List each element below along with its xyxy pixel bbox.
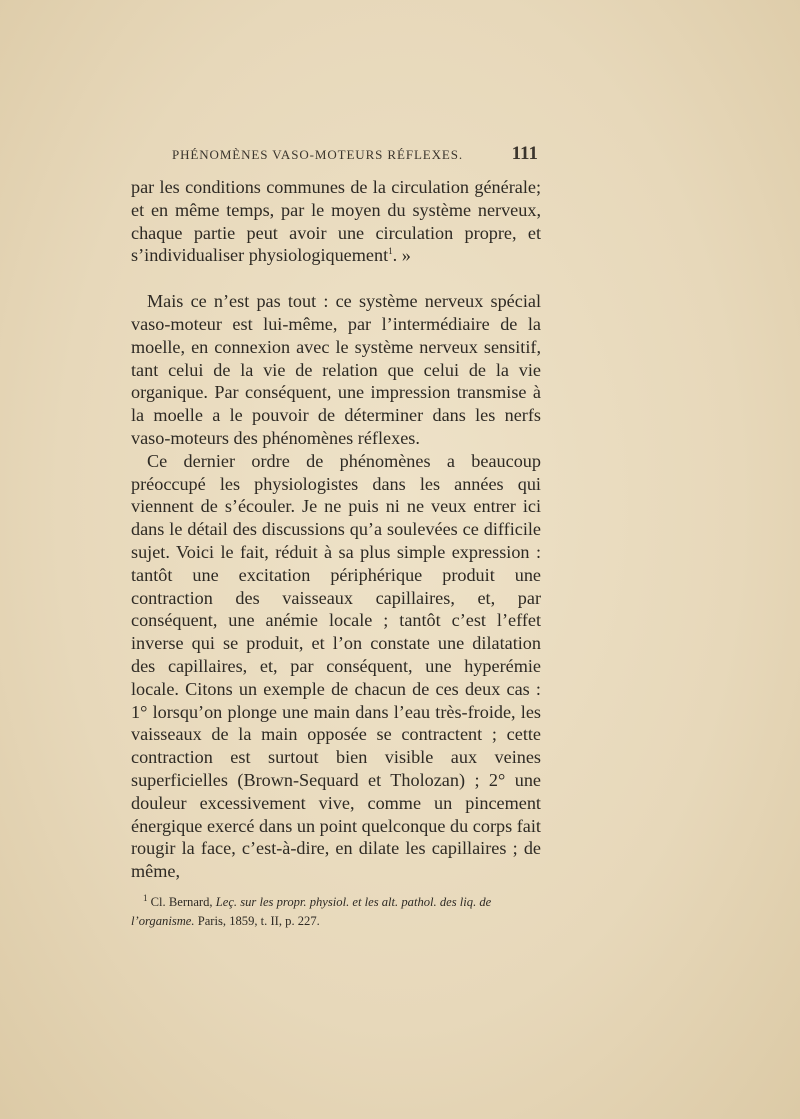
footnote-text [131, 893, 541, 931]
footnote-title: Leç. sur les propr. physiol. et les alt. pathol. des liq. de l’organisme. [131, 895, 492, 928]
page-header [172, 143, 538, 165]
running-title: PHÉNOMÈNES VASO-MOTEURS RÉFLEXES. [172, 147, 464, 162]
body-text [131, 176, 541, 883]
footnote-reference[interactable]: 1 [388, 246, 393, 257]
paragraph: Ce dernier ordre de phénomènes a beaucoup préoccupé les physiologistes dans les années qui viennent de s’écouler. Je ne puis ni ne veux entrer ici dans le détail des discussions qu’a soulevées ce difficile sujet. Voici le fait, réduit à sa plus simple expression : tantôt une excitation périphérique produit une contraction des vaisseaux capillaires, et, par conséquent, une anémie locale ; tantôt c’est l’effet inverse qui se produit, et l’on constate une dilatation des capillaires, et, par conséquent, une hyperémie locale. Citons un exemple de chacun de ces deux cas : 1° lorsqu’on plonge une main dans l’eau très-froide, les vaisseaux de la main opposée se contractent ; cette contraction est surtout bien visible aux veines superficielles (Brown-Sequard et Tholozan) ; 2° une douleur excessivement vive, comme un pincement énergique exercé dans un point quelconque du corps fait rougir la face, c’est-à-dire, en dilate les capillaires ; de même, [131, 450, 541, 882]
quote-close: . » [392, 245, 411, 266]
footnote-details: Paris, 1859, t. II, p. 227. [197, 914, 320, 928]
paragraph-continuation [131, 176, 541, 267]
footnote-author: Cl. Bernard, [150, 895, 213, 909]
paragraph-text: par les conditions communes de la circulation générale; et en même temps, par le moyen du système nerveux, chaque partie peut avoir une circulation propre, et s’individualiser physiologiquement [131, 177, 541, 266]
paragraph: Mais ce n’est pas tout : ce système nerveux spécial vaso-moteur est lui-même, par l’intermédiaire de la moelle, en connexion avec le système nerveux sensitif, tant celui de la vie de relation que celui de la vie organique. Par conséquent, une impression transmise à la moelle a le pouvoir de déterminer dans les nerfs vaso-moteurs des phénomènes réflexes. [131, 291, 541, 448]
page-number: 111 [511, 143, 538, 164]
footnote [131, 893, 541, 931]
footnote-marker: 1 [143, 892, 148, 903]
